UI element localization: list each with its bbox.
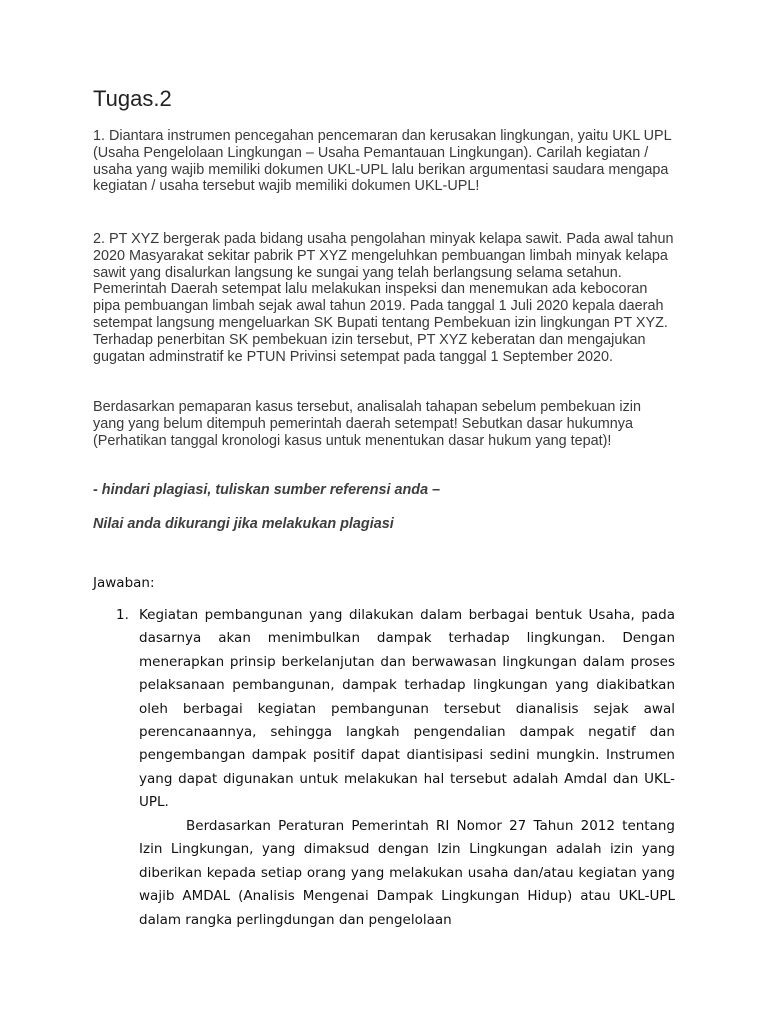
answer-paragraph-2: Berdasarkan Peraturan Pemerintah RI Nomor 27 Tahun 2012 tentang Izin Lingkungan, yang dimaksud dengan Izin Lingkungan adalah izin yang diberikan kepada setiap orang yang melakukan usaha dan/atau kegiatan yang wajib AMDAL (Analisis Mengenai Dampak Lingkungan Hidup) atau UKL-UPL dalam rangka perlingdungan dan pengelolaan xyxy=(139,818,675,928)
question-2-instruction: Berdasarkan pemaparan kasus tersebut, analisalah tahapan sebelum pembekuan izin yang yang belum ditempuh pemerintah daerah setempat! Sebutkan dasar hukumnya (Perhatikan tanggal kronologi kasus untuk menentukan dasar hukum yang tepat)! xyxy=(93,399,641,449)
document-title: Tugas.2 xyxy=(93,86,172,111)
plagiarism-note: - hindari plagiasi, tuliskan sumber referensi anda – xyxy=(93,482,441,498)
question-1: 1. Diantara instrumen pencegahan pencemaran dan kerusakan lingkungan, yaitu UKL UPL (Usaha Pengelolaan Lingkungan – Usaha Pemantauan Lingkungan). Carilah kegiatan / usaha yang wajib memiliki dokumen UKL-UPL lalu berikan argumentasi saudara mengapa kegiatan / usaha tersebut wajib memiliki dokumen UKL-UPL! xyxy=(93,128,672,195)
answer-list-number: 1. xyxy=(116,607,129,623)
answer-paragraph-1: Kegiatan pembangunan yang dilakukan dalam berbagai bentuk Usaha, pada dasarnya akan menimbulkan dampak terhadap lingkungan. Dengan menerapkan prinsip berkelanjutan dan berwawasan lingkungan dalam proses pelaksanaan pembangunan, dampak terhadap lingkungan yang diakibatkan oleh berbagai kegiatan pembangunan tersebut dianalisis sejak awal perencanaannya, sehingga langkah pengendalian dampak negatif dan pengembangan dampak positif dapat diantisipasi sedini mungkin. Instrumen yang dapat digunakan untuk melakukan hal tersebut adalah Amdal dan UKL-UPL. xyxy=(139,607,675,811)
question-2: 2. PT XYZ bergerak pada bidang usaha pengolahan minyak kelapa sawit. Pada awal tahun 2020 Masyarakat sekitar pabrik PT XYZ mengeluhkan pembuangan limbah minyak kelapa sawit yang disalurkan langsung ke sungai yang telah berlangsung selama setahun. Pemerintah Daerah setempat lalu melakukan inspeksi dan menemukan ada kebocoran pipa pembuangan limbah sejak awal tahun 2019. Pada tanggal 1 Juli 2020 kepala daerah setempat langsung mengeluarkan SK Bupati tentang Pembekuan izin lingkungan PT XYZ. Terhadap penerbitan SK pembekuan izin tersebut, PT XYZ keberatan dan mengajukan gugatan adminstratif ke PTUN Privinsi setempat pada tanggal 1 September 2020. xyxy=(93,231,674,365)
answer-label: Jawaban: xyxy=(93,575,155,591)
penalty-note: Nilai anda dikurangi jika melakukan plagiasi xyxy=(93,516,394,532)
